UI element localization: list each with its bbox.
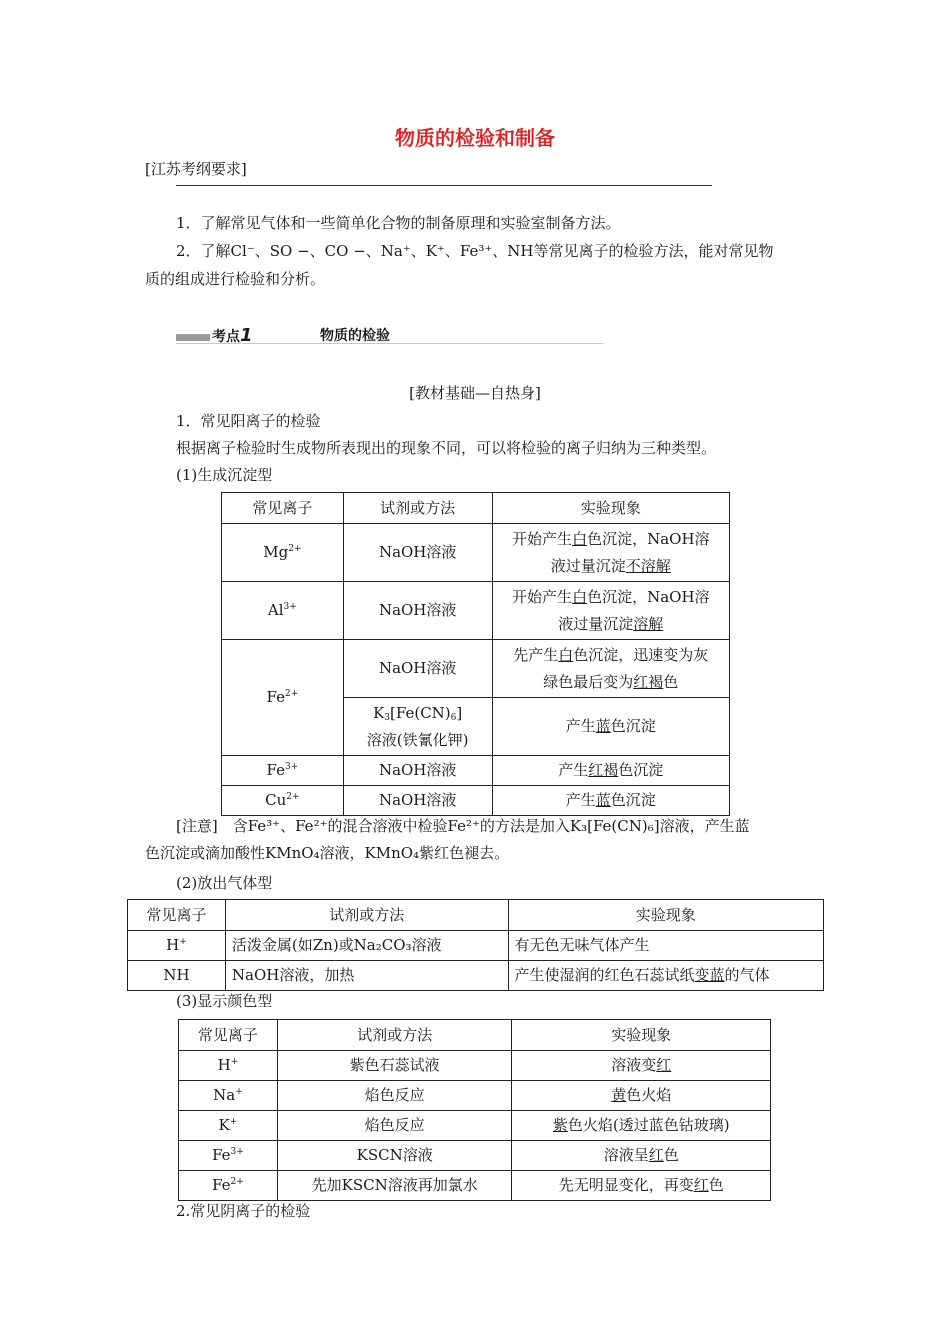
reagent-cell: 紫色石蕊试液 [277, 1051, 512, 1081]
reagent-cell: 焰色反应 [277, 1111, 512, 1141]
ion-cell: H+ [128, 931, 226, 961]
divider [176, 185, 712, 186]
precipitate-table [221, 492, 730, 816]
color-table [178, 1019, 771, 1201]
requirements-heading: [江苏考纲要求] [145, 160, 247, 178]
ion-cell: $Al^{3+}$ [222, 582, 344, 640]
reagent-cell: 活泼金属(如Zn)或Na₂CO₃溶液 [225, 931, 508, 961]
subheading: [教材基础—自热身] [409, 384, 541, 402]
table-header: 试剂或方法 [225, 900, 508, 931]
part1-intro: 根据离子检验时生成物所表现出的现象不同，可以将检验的离子归纳为三种类型。 [176, 439, 717, 457]
ion-cell: $Fe^{2+}$ [222, 640, 344, 756]
ion-cell: $Fe^{3+}$ [222, 756, 344, 786]
ion-cell: $Fe^{2+}$ [179, 1171, 278, 1201]
table-header: 试剂或方法 [277, 1020, 512, 1051]
table-header: 常见离子 [222, 493, 344, 524]
ion-cell: NH [128, 961, 226, 991]
reagent-cell: NaOH溶液 [343, 640, 492, 698]
gas-table [127, 899, 824, 991]
section-underline [176, 343, 604, 344]
section-marker [176, 334, 210, 341]
reagent-cell: NaOH溶液，加热 [225, 961, 508, 991]
ion-cell: Na+ [179, 1081, 278, 1111]
part2-heading: 2.常见阴离子的检验 [176, 1202, 311, 1220]
result-cell: 产生蓝色沉淀 [492, 786, 729, 816]
table-header: 实验现象 [492, 493, 729, 524]
result-cell: 开始产生白色沉淀，NaOH溶 液过量沉淀不溶解 [492, 524, 729, 582]
page-title: 物质的检验和制备 [395, 126, 555, 150]
reagent-cell: NaOH溶液 [343, 756, 492, 786]
result-cell: 溶液变红 [512, 1051, 771, 1081]
ion-cell: $Fe^{3+}$ [179, 1141, 278, 1171]
result-cell: 紫色火焰(透过蓝色钴玻璃) [512, 1111, 771, 1141]
result-cell: 先产生白色沉淀，迅速变为灰 绿色最后变为红褐色 [492, 640, 729, 698]
ion-cell: K+ [179, 1111, 278, 1141]
result-cell: 产生红褐色沉淀 [492, 756, 729, 786]
reagent-cell: NaOH溶液 [343, 582, 492, 640]
requirement-item-2-cont: 质的组成进行检验和分析。 [145, 270, 326, 288]
table-header: 实验现象 [512, 1020, 771, 1051]
ion-cell: H+ [179, 1051, 278, 1081]
result-cell: 开始产生白色沉淀，NaOH溶 液过量沉淀溶解 [492, 582, 729, 640]
section-label: 考点1 [212, 325, 253, 346]
result-cell: 有无色无味气体产生 [508, 931, 824, 961]
table-header: 常见离子 [128, 900, 226, 931]
type1-heading: (1)生成沉淀型 [176, 466, 273, 484]
reagent-cell: NaOH溶液 [343, 524, 492, 582]
note-line-2: 色沉淀或滴加酸性KMnO₄溶液，KMnO₄紫红色褪去。 [145, 844, 510, 862]
part1-heading: 1．常见阳离子的检验 [176, 412, 321, 430]
table-header: 实验现象 [508, 900, 824, 931]
result-cell: 黄色火焰 [512, 1081, 771, 1111]
type3-heading: (3)显示颜色型 [176, 992, 273, 1010]
table-header: 试剂或方法 [343, 493, 492, 524]
section-title: 物质的检验 [320, 328, 390, 344]
result-cell: 先无明显变化，再变红色 [512, 1171, 771, 1201]
requirement-item-2: 2．了解Cl⁻、SO −、CO −、Na⁺、K⁺、Fe³⁺、NH等常见离子的检验方法，能对常见物 [176, 242, 774, 260]
result-cell: 产生使湿润的红色石蕊试纸变蓝的气体 [508, 961, 824, 991]
result-cell: 产生蓝色沉淀 [492, 698, 729, 756]
ion-cell: $Cu^{2+}$ [222, 786, 344, 816]
result-cell: 溶液呈红色 [512, 1141, 771, 1171]
table-header: 常见离子 [179, 1020, 278, 1051]
requirement-item-1: 1．了解常见气体和一些简单化合物的制备原理和实验室制备方法。 [176, 214, 621, 232]
note-line-1: [注意] 含Fe³⁺、Fe²⁺的混合溶液中检验Fe²⁺的方法是加入K₃[Fe(CN)₆]溶液，产生蓝 [176, 817, 750, 835]
reagent-cell: $K_3[Fe(CN)_6]$ 溶液(铁氰化钾) [343, 698, 492, 756]
reagent-cell: 先加KSCN溶液再加氯水 [277, 1171, 512, 1201]
reagent-cell: NaOH溶液 [343, 786, 492, 816]
ion-cell: $Mg^{2+}$ [222, 524, 344, 582]
reagent-cell: 焰色反应 [277, 1081, 512, 1111]
type2-heading: (2)放出气体型 [176, 874, 273, 892]
reagent-cell: KSCN溶液 [277, 1141, 512, 1171]
